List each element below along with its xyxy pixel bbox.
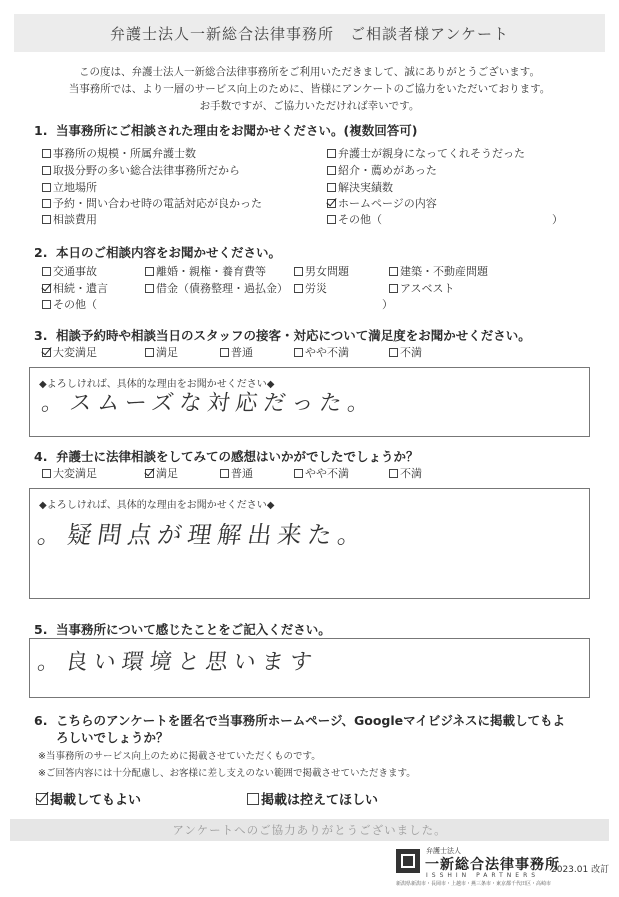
logo-english-name: ISSHIN PARTNERS (426, 872, 540, 879)
logo-firm-name: 一新総合法律事務所 (425, 857, 560, 873)
q6-note: ※ご回答内容には十分配慮し、お客様に差し支えのない範囲で掲載させていただきます。 (38, 768, 416, 779)
q4-option-satisfied[interactable]: 満足 (145, 467, 178, 481)
checkbox[interactable] (42, 215, 51, 224)
q4-comment-prompt: ◆よろしければ、具体的な理由をお聞かせください◆ (39, 500, 275, 511)
checkbox[interactable] (42, 166, 51, 175)
q2-option-other[interactable]: その他（ (42, 298, 97, 312)
intro-line: この度は、弁護士法人一新総合法律事務所をご利用いただきまして、誠にありがとうございます。 (79, 66, 540, 78)
q4-option[interactable]: やや不満 (294, 467, 349, 481)
checkbox-checked[interactable] (36, 793, 48, 805)
q1-option[interactable]: 取扱分野の多い総合法律事務所だから (42, 164, 240, 178)
checkbox[interactable] (294, 284, 303, 293)
q2-option[interactable]: 離婚・親権・養育費等 (145, 265, 266, 279)
q2-option[interactable]: 労災 (294, 282, 327, 296)
checkbox[interactable] (145, 267, 154, 276)
revision-date: 2023.01 改訂 (551, 865, 610, 875)
checkbox[interactable] (327, 149, 336, 158)
q1-option[interactable]: 立地場所 (42, 181, 97, 195)
checkbox[interactable] (294, 469, 303, 478)
checkbox[interactable] (42, 300, 51, 309)
q6-note: ※当事務所のサービス向上のために掲載させていただくものです。 (38, 751, 321, 762)
q3-option[interactable]: 満足 (145, 346, 178, 360)
q4-option[interactable]: 大変満足 (42, 467, 97, 481)
firm-logo-icon (396, 849, 420, 873)
q1-other-close: ） (552, 213, 563, 226)
title-banner (14, 14, 605, 52)
checkbox[interactable] (389, 469, 398, 478)
q6-option-allow[interactable]: 掲載してもよい (36, 789, 141, 808)
q2-option[interactable]: 交通事故 (42, 265, 97, 279)
checkbox[interactable] (145, 348, 154, 357)
q3-option[interactable]: やや不満 (294, 346, 349, 360)
checkbox[interactable] (220, 348, 229, 357)
q3-handwritten-answer: 。スムーズな対応だった。 (39, 391, 378, 416)
checkbox[interactable] (42, 199, 51, 208)
checkbox[interactable] (389, 284, 398, 293)
footer-thanks-text: アンケートへのご協力ありがとうございました。 (172, 823, 447, 837)
q3-option[interactable]: 不満 (389, 346, 422, 360)
q3-comment-box[interactable] (29, 367, 590, 437)
q4-option[interactable]: 普通 (220, 467, 253, 481)
checkbox[interactable] (42, 469, 51, 478)
intro-line: 当事務所では、より一層のサービス向上のために、皆様にアンケートのご協力をいただいております。 (68, 83, 551, 95)
q1-option[interactable]: 相談費用 (42, 213, 97, 227)
checkbox[interactable] (42, 149, 51, 158)
checkbox[interactable] (294, 267, 303, 276)
q2-title: 2. 本日のご相談内容をお聞かせください。 (34, 245, 282, 260)
q4-handwritten-answer: 。疑問点が理解出来た。 (35, 521, 370, 549)
checkbox[interactable] (327, 183, 336, 192)
checkbox[interactable] (294, 348, 303, 357)
q1-option-homepage[interactable]: ホームページの内容 (327, 197, 437, 211)
checkbox[interactable] (327, 215, 336, 224)
q3-option[interactable]: 普通 (220, 346, 253, 360)
q2-option-inheritance[interactable]: 相続・遺言 (42, 282, 108, 296)
q5-title: 5. 当事務所について感じたことをご記入ください。 (34, 622, 331, 637)
q4-comment-box[interactable] (29, 488, 590, 599)
checkbox[interactable] (389, 348, 398, 357)
q1-option[interactable]: 紹介・薦めがあった (327, 164, 437, 178)
q6-title-line2: ろしいでしょうか？ (56, 730, 169, 745)
q3-option-very-satisfied[interactable]: 大変満足 (42, 346, 97, 360)
checkbox[interactable] (247, 793, 259, 805)
checkbox[interactable] (145, 284, 154, 293)
logo-address: 新潟県新潟市・長岡市・上越市・燕三条市・東京都千代田区・高崎市 (396, 881, 552, 887)
checkbox-checked[interactable] (145, 469, 154, 478)
checkbox[interactable] (42, 267, 51, 276)
checkbox[interactable] (220, 469, 229, 478)
footer-thanks-band (10, 819, 609, 841)
q1-option[interactable]: 事務所の規模・所属弁護士数 (42, 147, 196, 161)
survey-title: 弁護士法人一新総合法律事務所 ご相談者様アンケート (109, 24, 510, 43)
checkbox[interactable] (389, 267, 398, 276)
q2-option[interactable]: 建築・不動産問題 (389, 265, 488, 279)
q1-option-other[interactable]: その他（ (327, 213, 382, 227)
intro-line: お手数ですが、ご協力いただければ幸いです。 (199, 100, 420, 112)
q5-comment-box[interactable] (29, 638, 590, 698)
q6-option-decline[interactable]: 掲載は控えてほしい (247, 789, 378, 808)
q3-title: 3. 相談予約時や相談当日のスタッフの接客・対応について満足度をお聞かせください。 (34, 328, 531, 343)
q6-title: 6. こちらのアンケートを匿名で当事務所ホームページ、Googleマイビジネスに掲載してもよ (34, 713, 566, 728)
q2-option[interactable]: 男女問題 (294, 265, 349, 279)
q1-option[interactable]: 解決実績数 (327, 181, 393, 195)
checkbox-checked[interactable] (42, 284, 51, 293)
q5-handwritten-answer: 。良い環境と思います (35, 650, 320, 675)
checkbox[interactable] (327, 166, 336, 175)
checkbox[interactable] (42, 183, 51, 192)
q1-title: 1. 当事務所にご相談された理由をお聞かせください。(複数回答可) (34, 123, 418, 138)
q1-option[interactable]: 予約・問い合わせ時の電話対応が良かった (42, 197, 262, 211)
q4-title: 4. 弁護士に法律相談をしてみての感想はいかがでしたでしょうか？ (34, 449, 419, 464)
q2-option[interactable]: アスベスト (389, 282, 455, 296)
q4-option[interactable]: 不満 (389, 467, 422, 481)
checkbox-checked[interactable] (327, 199, 336, 208)
q3-comment-prompt: ◆よろしければ、具体的な理由をお聞かせください◆ (39, 379, 275, 390)
checkbox-checked[interactable] (42, 348, 51, 357)
q1-option[interactable]: 弁護士が親身になってくれそうだった (327, 147, 525, 161)
q2-other-close: ） (382, 298, 393, 311)
q2-option[interactable]: 借金（債務整理・過払金） (145, 282, 288, 296)
intro-text (0, 64, 619, 115)
logo-prefix: 弁護士法人 (426, 847, 461, 855)
